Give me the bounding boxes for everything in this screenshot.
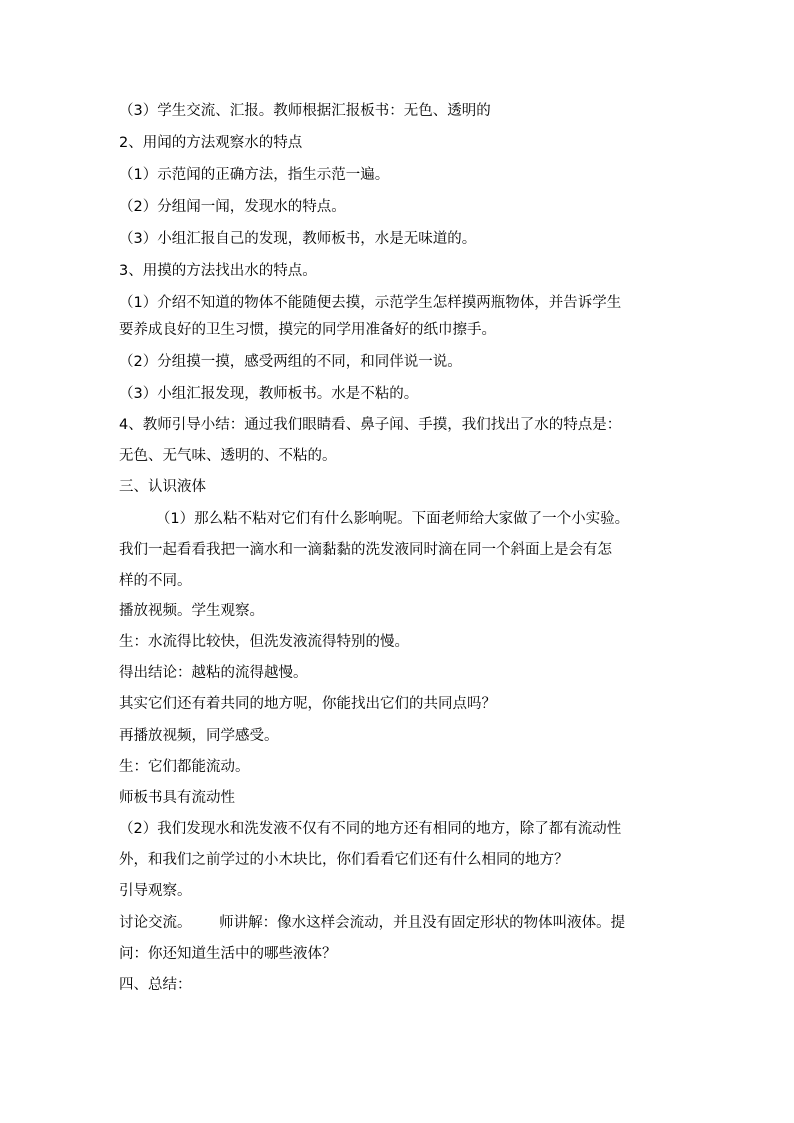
section-heading: 三、认识液体 (119, 479, 206, 495)
text-line: （3）学生交流、汇报。教师根据汇报板书：无色、透明的 (119, 103, 491, 119)
text-line: 引导观察。 (119, 883, 192, 899)
section-heading: 4、教师引导小结：通过我们眼睛看、鼻子闻、手摸，我们找出了水的特点是： (119, 417, 622, 433)
text-line: 讨论交流。 师讲解：像水这样会流动，并且没有固定形状的物体叫液体。提 (119, 915, 626, 931)
text-line: 问：你还知道生活中的哪些液体？ (119, 946, 337, 962)
text-line: 要养成良好的卫生习惯，摸完的同学用准备好的纸巾擦手。 (119, 322, 496, 338)
text-line: （1）那么粘不粘对它们有什么影响呢。下面老师给大家做了一个小实验。 (119, 511, 630, 527)
text-line: 生：水流得比较快，但洗发液流得特别的慢。 (119, 634, 409, 650)
text-line: 我们一起看看我把一滴水和一滴黏黏的洗发液同时滴在同一个斜面上是会有怎 (119, 542, 612, 558)
section-heading: 2、用闻的方法观察水的特点 (119, 135, 303, 151)
text-line: 外，和我们之前学过的小木块比，你们看看它们还有什么相同的地方？ (119, 852, 569, 868)
text-line: （2）分组闻一闻，发现水的特点。 (119, 199, 346, 215)
text-line: 再播放视频，同学感受。 (119, 728, 279, 744)
text-line: 无色、无气味、透明的、不粘的。 (119, 448, 337, 464)
text-line: 师板书具有流动性 (119, 790, 235, 806)
section-heading: 四、总结： (119, 977, 192, 993)
text-line: （3）小组汇报发现，教师板书。水是不粘的。 (119, 386, 419, 402)
text-line: （1）示范闻的正确方法，指生示范一遍。 (119, 167, 390, 183)
text-line: （1）介绍不知道的物体不能随便去摸，示范学生怎样摸两瓶物体，并告诉学生 (119, 295, 622, 311)
text-line: 生：它们都能流动。 (119, 759, 250, 775)
text-line: 样的不同。 (119, 573, 192, 589)
text-line: （2）分组摸一摸，感受两组的不同，和同伴说一说。 (119, 354, 462, 370)
text-line: （3）小组汇报自己的发现，教师板书，水是无味道的。 (119, 231, 477, 247)
text-line: 播放视频。学生观察。 (119, 603, 264, 619)
section-heading: 3、用摸的方法找出水的特点。 (119, 263, 317, 279)
text-line: （2）我们发现水和洗发液不仅有不同的地方还有相同的地方，除了都有流动性 (119, 821, 622, 837)
text-line: 其实它们还有着共同的地方呢，你能找出它们的共同点吗？ (119, 696, 496, 712)
text-line: 得出结论：越粘的流得越慢。 (119, 665, 308, 681)
